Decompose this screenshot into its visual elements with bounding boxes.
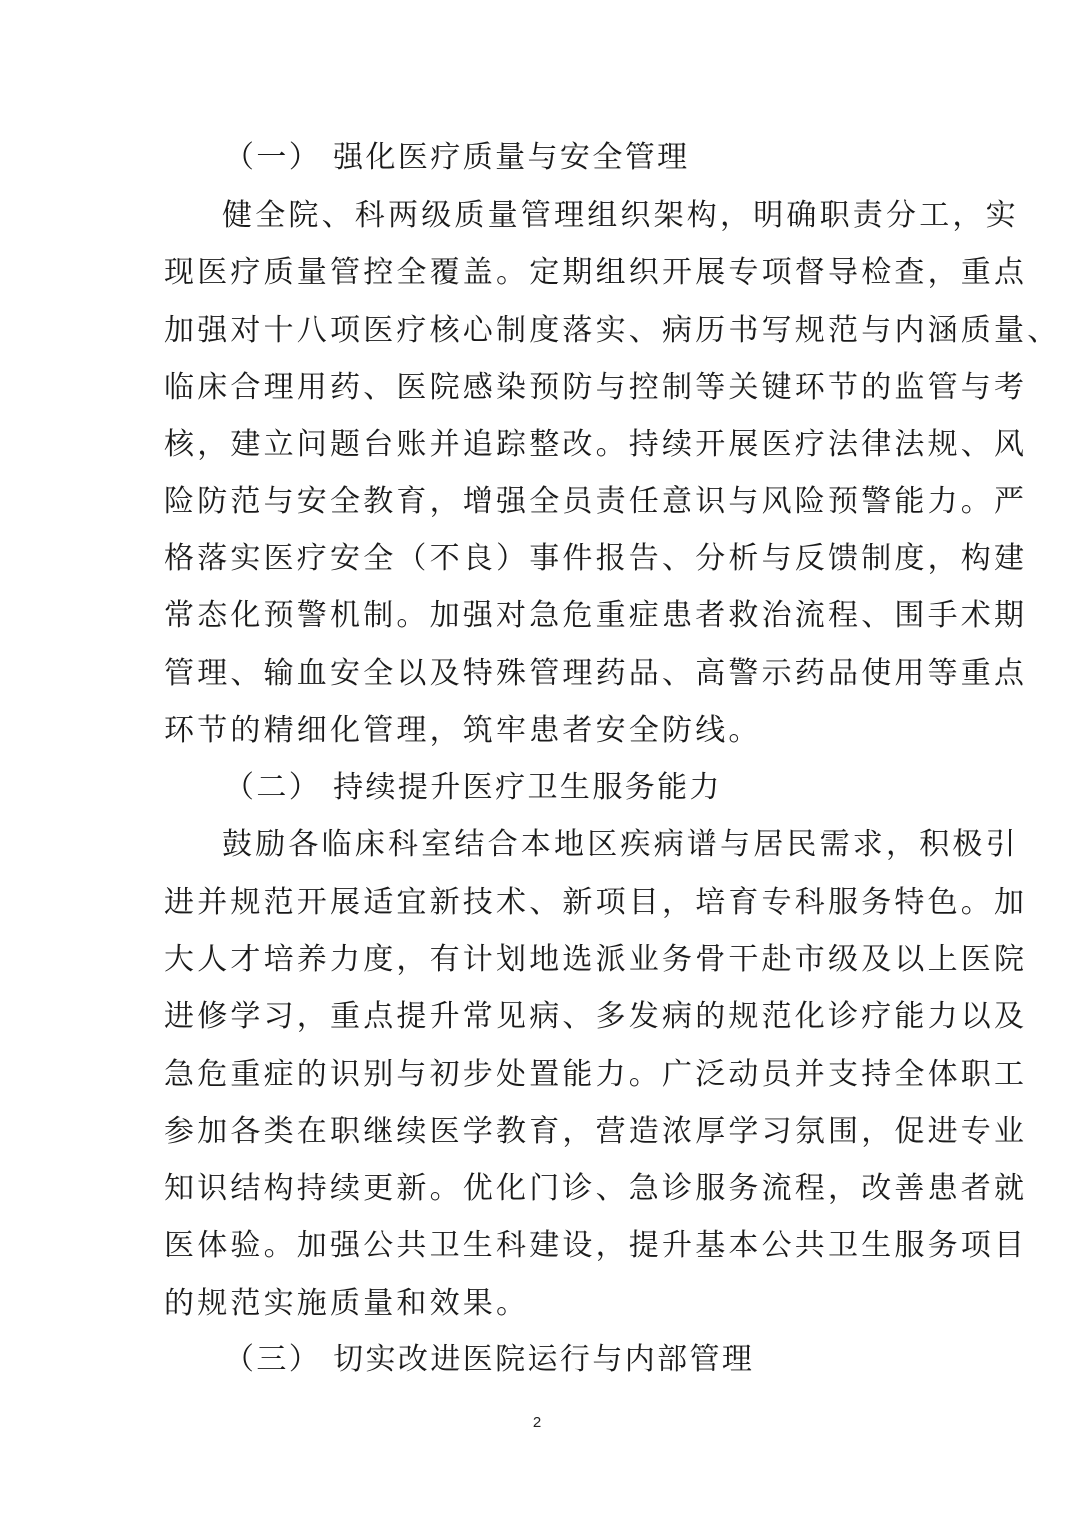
paragraph-line: 参加各类在职继续医学教育，营造浓厚学习氛围，促进专业 (164, 1114, 1028, 1149)
paragraph-line: 环节的精细化管理，筑牢患者安全防线。 (164, 713, 762, 748)
paragraph-line: 管理、输血安全以及特殊管理药品、高警示药品使用等重点 (164, 656, 1028, 691)
paragraph-line: 急危重症的识别与初步处置能力。广泛动员并支持全体职工 (164, 1057, 1028, 1092)
paragraph-line: 现医疗质量管控全覆盖。定期组织开展专项督导检查，重点 (164, 255, 1028, 290)
paragraph-line: 的规范实施质量和效果。 (164, 1286, 530, 1321)
section-heading-1: （一） 强化医疗质量与安全管理 (224, 140, 690, 175)
section-heading-2: （二） 持续提升医疗卫生服务能力 (224, 770, 722, 805)
paragraph-line: 加强对十八项医疗核心制度落实、病历书写规范与内涵质量、 (164, 313, 1061, 348)
paragraph-line: 临床合理用药、医院感染预防与控制等关键环节的监管与考 (164, 370, 1028, 405)
paragraph-line: 进修学习，重点提升常见病、多发病的规范化诊疗能力以及 (164, 999, 1028, 1034)
paragraph-line: 核，建立问题台账并追踪整改。持续开展医疗法律法规、风 (164, 427, 1028, 462)
paragraph-line: 常态化预警机制。加强对急危重症患者救治流程、围手术期 (164, 598, 1028, 633)
paragraph-line: 险防范与安全教育，增强全员责任意识与风险预警能力。严 (164, 484, 1028, 519)
paragraph-line: 医体验。加强公共卫生科建设，提升基本公共卫生服务项目 (164, 1228, 1028, 1263)
paragraph-line: 进并规范开展适宜新技术、新项目，培育专科服务特色。加 (164, 885, 1028, 920)
page-number: 2 (532, 1414, 542, 1431)
paragraph-line: 大人才培养力度，有计划地选派业务骨干赴市级及以上医院 (164, 942, 1028, 977)
paragraph-line: 鼓励各临床科室结合本地区疾病谱与居民需求，积极引 (222, 827, 1019, 862)
paragraph-line: 健全院、科两级质量管理组织架构，明确职责分工，实 (222, 198, 1019, 233)
section-heading-3: （三） 切实改进医院运行与内部管理 (224, 1342, 755, 1377)
paragraph-line: 知识结构持续更新。优化门诊、急诊服务流程，改善患者就 (164, 1171, 1028, 1206)
paragraph-line: 格落实医疗安全（不良）事件报告、分析与反馈制度，构建 (164, 541, 1028, 576)
